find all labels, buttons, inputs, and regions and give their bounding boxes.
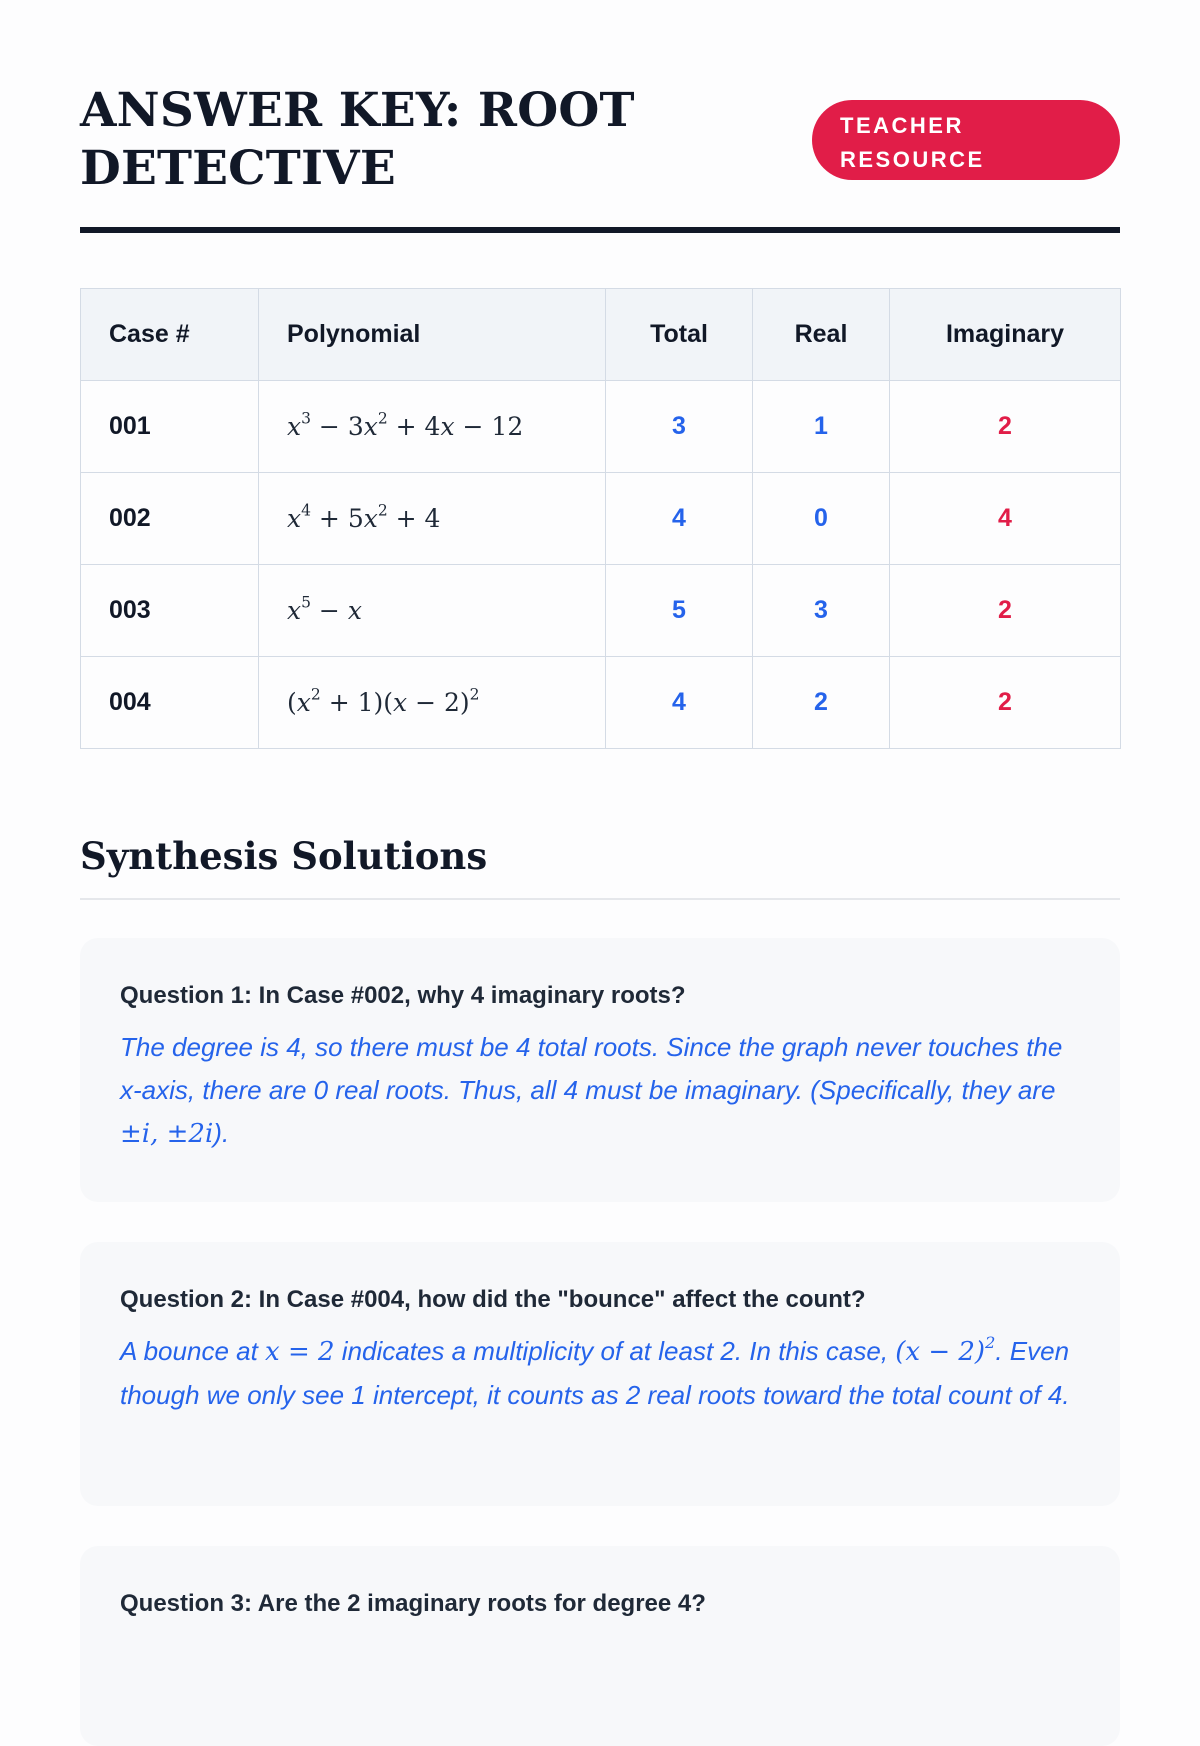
- imaginary-roots: 2: [890, 565, 1121, 657]
- table-row: [81, 657, 1121, 749]
- imaginary-roots: 2: [890, 381, 1121, 473]
- case-number: 003: [81, 565, 259, 657]
- column-header-polynomial: Polynomial: [259, 289, 606, 381]
- answer-text: The degree is 4, so there must be 4 total roots. Since the graph never touches the x-axis, there are 0 real roots. Thus, all 4 must be imaginary. (Specifically, they are: [120, 1032, 1063, 1105]
- total-roots: 5: [606, 565, 753, 657]
- column-header-total: Total: [606, 289, 753, 381]
- page-title: ANSWER KEY: ROOT DETECTIVE: [80, 83, 635, 196]
- polynomial-formula: $x^5 - x$: [259, 565, 606, 657]
- imaginary-roots: 2: [890, 657, 1121, 749]
- table-row: [81, 381, 1121, 473]
- section-divider: [80, 898, 1120, 900]
- math-expression: ±i, ±2i: [120, 1119, 214, 1149]
- total-roots: 4: [606, 473, 753, 565]
- real-roots: 2: [753, 657, 890, 749]
- teacher-resource-badge: TEACHER RESOURCE: [812, 100, 1120, 180]
- total-roots: 4: [606, 657, 753, 749]
- imaginary-roots: 4: [890, 473, 1121, 565]
- header-divider: [80, 227, 1120, 233]
- real-roots: 1: [753, 381, 890, 473]
- case-number: 004: [81, 657, 259, 749]
- column-header-real: Real: [753, 289, 890, 381]
- answer-text: . Even though we only see 1 intercept, it counts as 2 real roots toward the total count of 4.: [120, 1336, 1070, 1410]
- total-roots: 3: [606, 381, 753, 473]
- column-header-case: Case #: [81, 289, 259, 381]
- question-title: Question 1: In Case #002, why 4 imaginary roots?: [120, 982, 686, 1009]
- table-row: [81, 473, 1121, 565]
- header: [80, 0, 1120, 232]
- math-expression: $(x - 2)^2$: [895, 1332, 996, 1367]
- question-card-1: [80, 938, 1120, 1202]
- question-card-3: [80, 1546, 1120, 1746]
- answer-text: ).: [213, 1118, 230, 1148]
- section-title: Synthesis Solutions: [80, 834, 488, 878]
- real-roots: 0: [753, 473, 890, 565]
- polynomial-formula: $x^3 - 3x^2 + 4x - 12$: [259, 381, 606, 473]
- question-title: Question 3: Are the 2 imaginary roots for degree 4?: [120, 1590, 706, 1617]
- case-number: 001: [81, 381, 259, 473]
- real-roots: 3: [753, 565, 890, 657]
- question-answer: [120, 1330, 1080, 1417]
- answer-text: A bounce at: [120, 1336, 266, 1366]
- table-row: [81, 565, 1121, 657]
- question-title: Question 2: In Case #004, how did the "bounce" affect the count?: [120, 1286, 866, 1313]
- question-card-2: [80, 1242, 1120, 1506]
- table-header-row: [81, 289, 1121, 381]
- case-number: 002: [81, 473, 259, 565]
- answer-text: indicates a multiplicity of at least 2. In this case,: [334, 1336, 896, 1366]
- answer-key-page: [80, 0, 1120, 1617]
- polynomial-formula: $x^4 + 5x^2 + 4$: [259, 473, 606, 565]
- question-answer: [120, 1026, 1080, 1156]
- polynomial-formula: $(x^2 + 1)(x - 2)^2$: [259, 657, 606, 749]
- column-header-imaginary: Imaginary: [890, 289, 1121, 381]
- math-expression: x = 2: [265, 1337, 335, 1367]
- root-cases-table: [80, 288, 1121, 749]
